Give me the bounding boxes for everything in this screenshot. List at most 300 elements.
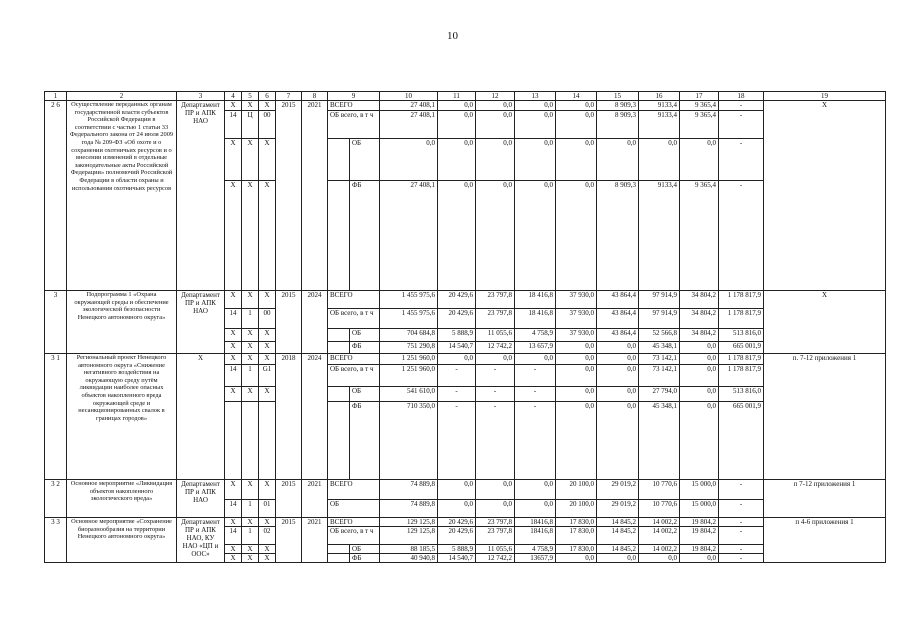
- table-row: [45, 518, 886, 527]
- value-cell: 8 909,3: [597, 101, 639, 111]
- value-cell: 17 830,0: [556, 518, 597, 527]
- value-cell: 0,0: [556, 111, 597, 139]
- source-label: ВСЕГО: [328, 518, 380, 527]
- code-cell: Х: [225, 329, 242, 342]
- row-number: 2 6: [45, 101, 67, 291]
- source-spacer: [328, 387, 350, 402]
- value-cell: -: [438, 365, 476, 387]
- header-cell: 15: [597, 92, 639, 101]
- measure-name: Основное мероприятие «Сохранение биоразнообразия на территории Ненецкого автономного округа»: [67, 518, 177, 563]
- source-spacer: [328, 139, 350, 181]
- value-cell: 0,0: [380, 139, 438, 181]
- value-cell: -: [515, 402, 556, 480]
- value-cell: 0,0: [438, 101, 476, 111]
- value-cell: 4 758,9: [515, 329, 556, 342]
- value-cell: 0,0: [597, 387, 639, 402]
- value-cell: 18416,8: [515, 527, 556, 545]
- value-cell: 20 429,6: [438, 291, 476, 309]
- value-cell: 14 540,7: [438, 554, 476, 563]
- value-cell: -: [719, 527, 764, 545]
- code-cell: Х: [242, 139, 259, 181]
- value-cell: 18 416,8: [515, 309, 556, 329]
- value-cell: 710 350,0: [380, 402, 438, 480]
- value-cell: 73 142,1: [639, 354, 680, 365]
- value-cell: 1 251 960,0: [380, 365, 438, 387]
- value-cell: 18416,8: [515, 518, 556, 527]
- value-cell: 15 000,0: [680, 500, 719, 518]
- value-cell: 14 002,2: [639, 518, 680, 527]
- value-cell: 0,0: [597, 402, 639, 480]
- code-cell: Х: [225, 480, 242, 500]
- source-spacer: [328, 545, 350, 554]
- value-cell: 0,0: [680, 387, 719, 402]
- header-cell: 18: [719, 92, 764, 101]
- value-cell: 0,0: [639, 139, 680, 181]
- code-cell: 01: [259, 500, 276, 518]
- row-group-3-3: [45, 518, 886, 563]
- value-cell: 513 816,0: [719, 329, 764, 342]
- value-cell: 13657,9: [515, 554, 556, 563]
- value-cell: 1 455 975,6: [380, 291, 438, 309]
- value-cell: 45 348,1: [639, 342, 680, 354]
- value-cell: -: [438, 387, 476, 402]
- header-cell: 4: [225, 92, 242, 101]
- value-cell: -: [719, 101, 764, 111]
- row-group-3: [45, 291, 886, 354]
- value-cell: 27 408,1: [380, 101, 438, 111]
- source-label: ФБ: [350, 181, 380, 291]
- reference-cell: Х: [764, 291, 886, 354]
- code-cell: 14: [225, 500, 242, 518]
- value-cell: 1 251 960,0: [380, 354, 438, 365]
- code-cell: Х: [259, 354, 276, 365]
- value-cell: 0,0: [680, 365, 719, 387]
- value-cell: 27 408,1: [380, 111, 438, 139]
- value-cell: 20 429,6: [438, 309, 476, 329]
- value-cell: 97 914,9: [639, 291, 680, 309]
- responsible-dept: Департамент ПР и АПК НАО: [177, 101, 225, 291]
- value-cell: -: [719, 111, 764, 139]
- source-label: ОБ всего, в т ч: [328, 309, 380, 329]
- value-cell: 0,0: [515, 354, 556, 365]
- value-cell: 0,0: [556, 101, 597, 111]
- year-start: 2018: [276, 354, 302, 480]
- value-cell: 0,0: [556, 139, 597, 181]
- value-cell: 0,0: [438, 500, 476, 518]
- value-cell: -: [719, 500, 764, 518]
- year-end: 2024: [302, 354, 328, 480]
- value-cell: 34 804,2: [680, 309, 719, 329]
- value-cell: 0,0: [476, 101, 515, 111]
- source-spacer: [328, 554, 350, 563]
- code-cell: 02: [259, 527, 276, 545]
- code-cell: Х: [259, 480, 276, 500]
- value-cell: -: [476, 365, 515, 387]
- value-cell: 74 889,8: [380, 500, 438, 518]
- value-cell: 129 125,8: [380, 518, 438, 527]
- value-cell: 45 348,1: [639, 402, 680, 480]
- code-cell: Х: [242, 354, 259, 365]
- source-label: ОБ всего, в т ч: [328, 365, 380, 387]
- value-cell: 0,0: [438, 181, 476, 291]
- responsible-dept: Х: [177, 354, 225, 480]
- code-cell: Х: [242, 480, 259, 500]
- code-cell: Х: [259, 545, 276, 554]
- value-cell: 23 797,8: [476, 291, 515, 309]
- value-cell: 0,0: [515, 111, 556, 139]
- value-cell: 9133,4: [639, 181, 680, 291]
- code-cell: Х: [242, 518, 259, 527]
- value-cell: -: [719, 518, 764, 527]
- value-cell: 29 019,2: [597, 480, 639, 500]
- value-cell: 5 888,9: [438, 545, 476, 554]
- year-start: 2015: [276, 291, 302, 354]
- code-cell: Х: [259, 139, 276, 181]
- value-cell: 0,0: [680, 554, 719, 563]
- value-cell: 0,0: [515, 500, 556, 518]
- value-cell: 13 657,9: [515, 342, 556, 354]
- value-cell: 37 930,0: [556, 309, 597, 329]
- value-cell: -: [515, 387, 556, 402]
- value-cell: 0,0: [515, 139, 556, 181]
- value-cell: -: [719, 181, 764, 291]
- value-cell: 0,0: [515, 181, 556, 291]
- row-group-2-6: [45, 101, 886, 291]
- code-cell: Х: [242, 291, 259, 309]
- source-label: ОБ всего, в т ч: [328, 111, 380, 139]
- value-cell: 34 804,2: [680, 291, 719, 309]
- header-cell: 7: [276, 92, 302, 101]
- code-cell: Х: [225, 387, 242, 402]
- table-row: [45, 101, 886, 111]
- code-cell: Х: [242, 554, 259, 563]
- value-cell: 9 365,4: [680, 101, 719, 111]
- value-cell: 37 930,0: [556, 329, 597, 342]
- value-cell: 20 100,0: [556, 500, 597, 518]
- code-cell: 00: [259, 309, 276, 329]
- value-cell: -: [719, 554, 764, 563]
- value-cell: 0,0: [438, 139, 476, 181]
- code-cell: Х: [225, 518, 242, 527]
- value-cell: 9 365,4: [680, 181, 719, 291]
- value-cell: 29 019,2: [597, 500, 639, 518]
- row-number: 3 1: [45, 354, 67, 480]
- code-cell: Х: [242, 329, 259, 342]
- value-cell: 0,0: [597, 354, 639, 365]
- value-cell: 43 864,4: [597, 329, 639, 342]
- value-cell: 1 178 817,9: [719, 354, 764, 365]
- value-cell: 40 940,8: [380, 554, 438, 563]
- reference-cell: п. 7-12 приложения 1: [764, 354, 886, 480]
- code-cell: Х: [225, 342, 242, 354]
- value-cell: -: [719, 545, 764, 554]
- code-cell: G1: [259, 365, 276, 387]
- value-cell: -: [438, 402, 476, 480]
- value-cell: -: [476, 387, 515, 402]
- value-cell: -: [515, 365, 556, 387]
- table-row: [45, 354, 886, 365]
- source-label: ВСЕГО: [328, 354, 380, 365]
- value-cell: 129 125,8: [380, 527, 438, 545]
- value-cell: 0,0: [556, 354, 597, 365]
- value-cell: 10 770,6: [639, 500, 680, 518]
- value-cell: 0,0: [438, 111, 476, 139]
- value-cell: 0,0: [680, 139, 719, 181]
- value-cell: 12 742,2: [476, 342, 515, 354]
- value-cell: 19 804,2: [680, 545, 719, 554]
- code-cell: 14: [225, 365, 242, 387]
- value-cell: 8 909,3: [597, 111, 639, 139]
- value-cell: 19 804,2: [680, 527, 719, 545]
- source-spacer: [328, 342, 350, 354]
- code-cell: Х: [225, 101, 242, 111]
- row-number: 3 2: [45, 480, 67, 518]
- value-cell: 27 794,0: [639, 387, 680, 402]
- value-cell: 43 864,4: [597, 309, 639, 329]
- value-cell: 37 930,0: [556, 291, 597, 309]
- value-cell: 52 566,8: [639, 329, 680, 342]
- code-cell: Х: [242, 545, 259, 554]
- row-group-3-2: [45, 480, 886, 518]
- value-cell: 1 455 975,6: [380, 309, 438, 329]
- value-cell: 74 889,8: [380, 480, 438, 500]
- value-cell: 0,0: [556, 554, 597, 563]
- year-start: 2015: [276, 101, 302, 291]
- value-cell: 1 178 817,9: [719, 309, 764, 329]
- code-cell: Х: [259, 101, 276, 111]
- value-cell: 0,0: [515, 101, 556, 111]
- measure-name: Региональный проект Ненецкого автономного округа «Снижение негативного воздействия на окружающую среду путём ликвидации наиболее опасных объектов накопленного вреда окружающей среде и несанкционированных свалок в границах городов»: [67, 354, 177, 480]
- code-cell: Х: [242, 181, 259, 291]
- value-cell: 1 178 817,9: [719, 291, 764, 309]
- value-cell: 10 770,6: [639, 480, 680, 500]
- header-cell: 10: [380, 92, 438, 101]
- value-cell: 0,0: [476, 500, 515, 518]
- value-cell: 11 055,6: [476, 329, 515, 342]
- code-cell: Х: [242, 387, 259, 402]
- value-cell: 0,0: [476, 111, 515, 139]
- value-cell: 0,0: [476, 139, 515, 181]
- measure-name: Основное мероприятие «Ликвидация объектов накопленного экологического вреда»: [67, 480, 177, 518]
- source-label: ВСЕГО: [328, 480, 380, 500]
- value-cell: 0,0: [597, 554, 639, 563]
- reference-cell: Х: [764, 101, 886, 291]
- code-cell: Ц: [242, 111, 259, 139]
- responsible-dept: Департамент ПР и АПК НАО, КУ НАО «ЦП и ООС»: [177, 518, 225, 563]
- code-cell: Х: [225, 354, 242, 365]
- value-cell: -: [476, 402, 515, 480]
- code-cell: Х: [259, 329, 276, 342]
- value-cell: 665 001,9: [719, 402, 764, 480]
- value-cell: -: [719, 480, 764, 500]
- measure-name: Подпрограмма 1 «Охрана окружающей среды и обеспечение экологической безопасности Ненецкого автономного округа»: [67, 291, 177, 354]
- source-label: ФБ: [350, 554, 380, 563]
- value-cell: 15 000,0: [680, 480, 719, 500]
- source-spacer: [328, 181, 350, 291]
- value-cell: 88 185,5: [380, 545, 438, 554]
- code-cell: 1: [242, 309, 259, 329]
- value-cell: 0,0: [597, 365, 639, 387]
- year-start: 2015: [276, 518, 302, 563]
- code-cell: Х: [225, 139, 242, 181]
- value-cell: 0,0: [639, 554, 680, 563]
- code-cell: Х: [259, 518, 276, 527]
- value-cell: 0,0: [476, 480, 515, 500]
- reference-cell: п 4-6 приложения 1: [764, 518, 886, 563]
- source-label: ОБ: [350, 139, 380, 181]
- table-row: [45, 480, 886, 500]
- value-cell: 73 142,1: [639, 365, 680, 387]
- code-cell: Х: [225, 545, 242, 554]
- source-label: ОБ: [350, 387, 380, 402]
- value-cell: 541 610,0: [380, 387, 438, 402]
- source-label: ВСЕГО: [328, 101, 380, 111]
- measure-name: Осуществление переданных органам государственной власти субъектов Российской Федерации в соответствии с частью 1 статьи 33 Федерального закона от 24 июля 2009 года № 209-ФЗ «Об охоте и о сохранении охотничьих ресурсов и о внесении изменений в отдельные законодательные акты Российской Федерации» полномочий Российской Федерации в области охраны и использования охотничьих ресурсов: [67, 101, 177, 291]
- code-cell: Х: [242, 101, 259, 111]
- value-cell: 0,0: [556, 387, 597, 402]
- header-cell: 16: [639, 92, 680, 101]
- header-row-group: [45, 92, 886, 101]
- value-cell: 14 540,7: [438, 342, 476, 354]
- code-cell: Х: [259, 554, 276, 563]
- code-cell: 00: [259, 111, 276, 139]
- value-cell: 8 909,3: [597, 181, 639, 291]
- value-cell: 23 797,8: [476, 527, 515, 545]
- value-cell: 1 178 817,9: [719, 365, 764, 387]
- value-cell: 20 429,6: [438, 518, 476, 527]
- source-label: ФБ: [350, 342, 380, 354]
- row-number: 3: [45, 291, 67, 354]
- header-cell: 9: [328, 92, 380, 101]
- value-cell: 0,0: [680, 402, 719, 480]
- value-cell: 43 864,4: [597, 291, 639, 309]
- financing-table: [44, 91, 886, 563]
- table-row: [45, 291, 886, 309]
- year-end: 2021: [302, 518, 328, 563]
- code-cell: 1: [242, 365, 259, 387]
- code-cell: Х: [259, 342, 276, 354]
- value-cell: 0,0: [556, 402, 597, 480]
- code-cell: 14: [225, 527, 242, 545]
- code-cell: [225, 402, 242, 480]
- header-cell: 12: [476, 92, 515, 101]
- header-cell: 19: [764, 92, 886, 101]
- code-cell: 1: [242, 527, 259, 545]
- value-cell: 14 845,2: [597, 527, 639, 545]
- value-cell: 0,0: [597, 342, 639, 354]
- code-cell: Х: [242, 342, 259, 354]
- header-row: [45, 92, 886, 101]
- header-cell: 1: [45, 92, 67, 101]
- code-cell: 14: [225, 111, 242, 139]
- code-cell: Х: [259, 387, 276, 402]
- value-cell: 14 002,2: [639, 545, 680, 554]
- value-cell: 17 830,0: [556, 545, 597, 554]
- value-cell: 4 758,9: [515, 545, 556, 554]
- header-cell: 13: [515, 92, 556, 101]
- header-cell: 2: [67, 92, 177, 101]
- value-cell: 0,0: [438, 480, 476, 500]
- value-cell: 12 742,2: [476, 554, 515, 563]
- source-label: ОБ: [350, 329, 380, 342]
- responsible-dept: Департамент ПР и АПК НАО: [177, 480, 225, 518]
- value-cell: 0,0: [515, 480, 556, 500]
- source-spacer: [328, 329, 350, 342]
- value-cell: 14 845,2: [597, 518, 639, 527]
- value-cell: 0,0: [438, 354, 476, 365]
- code-cell: Х: [259, 291, 276, 309]
- value-cell: 704 684,8: [380, 329, 438, 342]
- row-group-3-1: [45, 354, 886, 480]
- value-cell: 513 816,0: [719, 387, 764, 402]
- year-end: 2021: [302, 101, 328, 291]
- source-label: ФБ: [350, 402, 380, 480]
- value-cell: 0,0: [556, 365, 597, 387]
- reference-cell: п 7-12 приложения 1: [764, 480, 886, 518]
- value-cell: 11 055,6: [476, 545, 515, 554]
- value-cell: 23 797,8: [476, 309, 515, 329]
- value-cell: 9133,4: [639, 101, 680, 111]
- header-cell: 14: [556, 92, 597, 101]
- header-cell: 6: [259, 92, 276, 101]
- source-label: ВСЕГО: [328, 291, 380, 309]
- year-end: 2021: [302, 480, 328, 518]
- year-end: 2024: [302, 291, 328, 354]
- code-cell: 1: [242, 500, 259, 518]
- page-number: 10: [447, 30, 458, 42]
- source-label: ОБ: [328, 500, 380, 518]
- value-cell: -: [719, 139, 764, 181]
- value-cell: 0,0: [556, 342, 597, 354]
- code-cell: Х: [225, 291, 242, 309]
- header-cell: 3: [177, 92, 225, 101]
- code-cell: Х: [225, 554, 242, 563]
- value-cell: 20 429,6: [438, 527, 476, 545]
- value-cell: 18 416,8: [515, 291, 556, 309]
- value-cell: 5 888,9: [438, 329, 476, 342]
- value-cell: 19 804,2: [680, 518, 719, 527]
- code-cell: Х: [225, 181, 242, 291]
- code-cell: [242, 402, 259, 480]
- value-cell: 34 804,2: [680, 329, 719, 342]
- value-cell: 14 845,2: [597, 545, 639, 554]
- value-cell: 17 830,0: [556, 527, 597, 545]
- code-cell: [259, 402, 276, 480]
- value-cell: 14 002,2: [639, 527, 680, 545]
- code-cell: Х: [259, 181, 276, 291]
- value-cell: 9 365,4: [680, 111, 719, 139]
- code-cell: 14: [225, 309, 242, 329]
- value-cell: 0,0: [476, 181, 515, 291]
- value-cell: 0,0: [597, 139, 639, 181]
- value-cell: 97 914,9: [639, 309, 680, 329]
- header-cell: 17: [680, 92, 719, 101]
- header-cell: 11: [438, 92, 476, 101]
- source-spacer: [328, 402, 350, 480]
- source-label: ОБ: [350, 545, 380, 554]
- value-cell: 9133,4: [639, 111, 680, 139]
- value-cell: 0,0: [556, 181, 597, 291]
- value-cell: 665 001,9: [719, 342, 764, 354]
- header-cell: 8: [302, 92, 328, 101]
- responsible-dept: Департамент ПР и АПК НАО: [177, 291, 225, 354]
- value-cell: 27 408,1: [380, 181, 438, 291]
- value-cell: 751 290,8: [380, 342, 438, 354]
- value-cell: 0,0: [680, 354, 719, 365]
- year-start: 2015: [276, 480, 302, 518]
- source-label: ОБ всего, в т ч: [328, 527, 380, 545]
- value-cell: 0,0: [476, 354, 515, 365]
